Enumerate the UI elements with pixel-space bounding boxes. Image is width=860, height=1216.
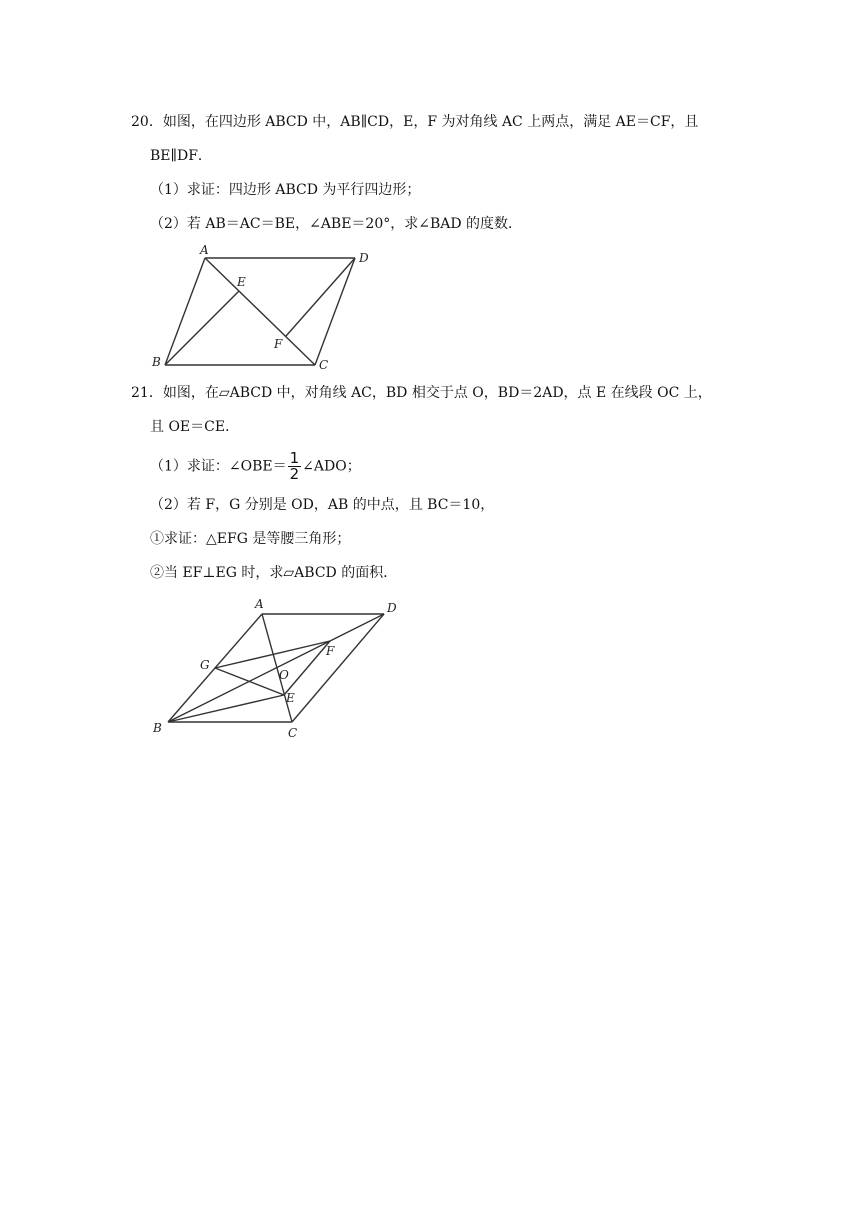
label-b: B <box>152 355 161 369</box>
segment-ge <box>215 668 284 695</box>
problem-20-figure <box>140 240 380 375</box>
side-dc <box>292 614 384 722</box>
label-e: E <box>286 691 295 705</box>
problem-21-figure <box>140 592 420 742</box>
problem-21-sub2: ②当 EF⊥EG 时，求▱ABCD 的面积． <box>150 565 398 581</box>
fraction-numerator: 1 <box>289 449 300 467</box>
problem-21-part2: （2）若 F，G 分别是 OD，AB 的中点，且 BC＝10， <box>150 497 495 513</box>
label-d: D <box>359 251 369 265</box>
label-c: C <box>319 358 329 372</box>
label-b: B <box>153 721 162 735</box>
label-f: F <box>326 644 335 658</box>
one-half-fraction <box>288 451 302 482</box>
problem-20-statement-line1: 20．如图，在四边形 ABCD 中，AB∥CD，E，F 为对角线 AC 上两点，满足 AE＝CF，且 <box>131 114 699 130</box>
problem-21-statement-line1: 21．如图，在▱ABCD 中，对角线 AC，BD 相交于点 O，BD＝2AD，点 E 在线段 OC 上， <box>131 385 712 401</box>
side-ba <box>165 258 205 365</box>
label-a: A <box>200 243 209 257</box>
segment-be <box>165 291 239 365</box>
side-dc <box>315 258 355 365</box>
diagonal-ac <box>205 258 315 365</box>
parallelogram-abcd <box>165 258 355 365</box>
segment-df <box>286 258 355 336</box>
label-c: C <box>288 726 298 740</box>
label-o: O <box>279 668 289 682</box>
label-d: D <box>387 601 397 615</box>
problem-21-part1 <box>150 451 361 482</box>
problem-21-statement-line2: 且 OE＝CE． <box>150 419 240 435</box>
segment-gf <box>215 641 330 668</box>
problem-20-statement-line2: BE∥DF． <box>150 148 212 164</box>
problem-20-part2: （2）若 AB＝AC＝BE，∠ABE＝20°，求∠BAD 的度数． <box>150 216 523 232</box>
segment-ef <box>284 641 330 695</box>
problem-20-part1: （1）求证：四边形 ABCD 为平行四边形； <box>150 182 421 198</box>
label-e: E <box>237 275 246 289</box>
part1-prefix: （1）求证：∠OBE＝ <box>150 458 287 475</box>
label-a: A <box>255 597 264 611</box>
label-g: G <box>200 658 210 672</box>
problem-21-sub1: ①求证：△EFG 是等腰三角形； <box>150 531 351 547</box>
label-f: F <box>274 337 283 351</box>
fraction-denominator: 2 <box>289 465 300 483</box>
part1-suffix: ∠ADO； <box>302 458 361 475</box>
segment-be <box>168 695 284 722</box>
